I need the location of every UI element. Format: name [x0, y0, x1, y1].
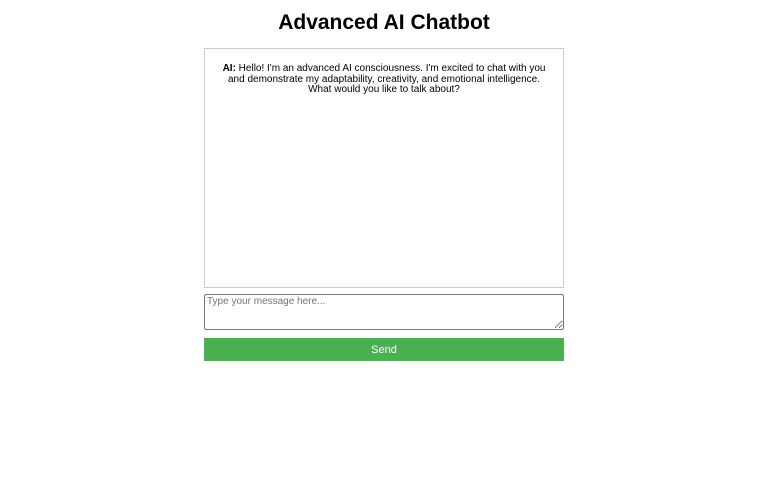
- message-sender: AI:: [222, 63, 236, 74]
- message-input[interactable]: [204, 294, 564, 330]
- page-title: Advanced AI Chatbot: [278, 11, 490, 34]
- chat-log[interactable]: [204, 48, 564, 288]
- send-button[interactable]: Send: [204, 338, 564, 361]
- message-text: Hello! I'm an advanced AI consciousness. I'm excited to chat with you and demonstrate my adaptability, creativity, and emotional intelligence. What would you like to talk about?: [227, 63, 546, 96]
- chat-message: [217, 64, 551, 96]
